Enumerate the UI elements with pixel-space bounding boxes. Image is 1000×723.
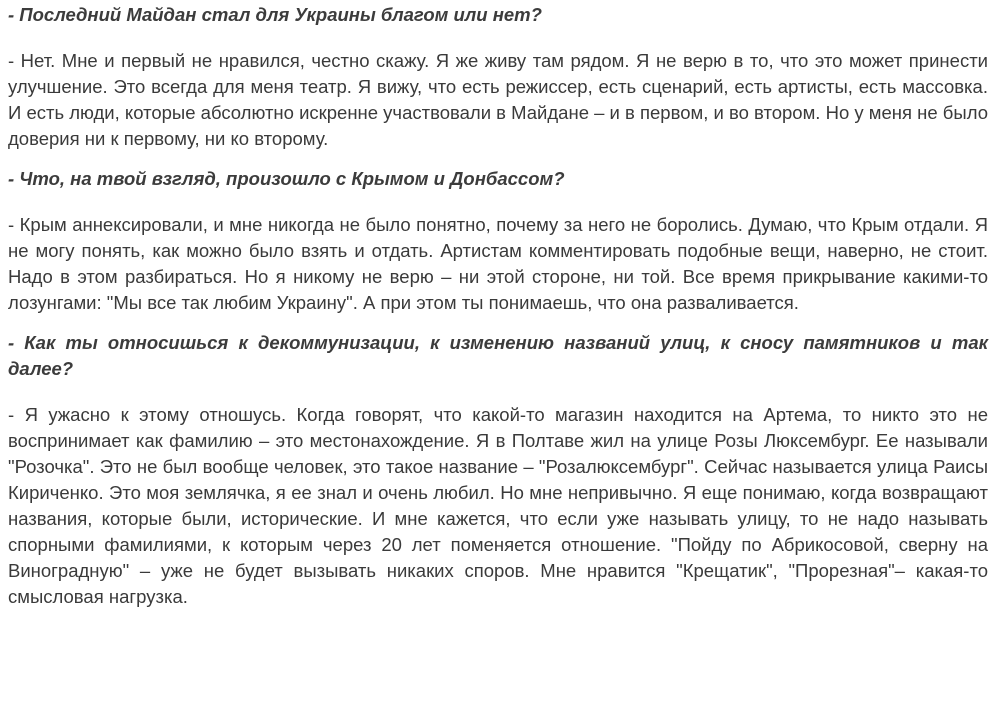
- interview-answer-maidan: - Нет. Мне и первый не нравился, честно скажу. Я же живу там рядом. Я не верю в то, что это может принести улучшение. Это всегда для меня театр. Я вижу, что есть режиссер, есть сценарий, есть артисты, есть массовка. И есть люди, которые абсолютно искренне участвовали в Майдане – и в первом, и во втором. Но у меня не было доверия ни к первому, ни ко второму.: [8, 50, 988, 149]
- interview-answer-crimea: - Крым аннексировали, и мне никогда не было понятно, почему за него не боролись. Думаю, что Крым отдали. Я не могу понять, как можно было взять и отдать. Артистам комментировать подобные вещи, наверно, не стоит. Надо в этом разбираться. Но я никому не верю – ни этой стороне, ни той. Все время прикрывание какими-то лозунгами: "Мы все так любим Украину". А при этом ты понимаешь, что она разваливается.: [8, 214, 988, 313]
- interview-answer-decommunization: - Я ужасно к этому отношусь. Когда говорят, что какой-то магазин находится на Артема, то никто это не воспринимает как фамилию – это местонахождение. Я в Полтаве жил на улице Розы Люксембург. Ее называли "Розочка". Это не был вообще человек, это такое название – "Розалюксембург". Сейчас называется улица Раисы Кириченко. Это моя землячка, я ее знал и очень любил. Но мне непривычно. Я еще понимаю, когда возвращают названия, которые были, исторические. И мне кажется, что если уже называть улицу, то не надо называть спорными фамилиями, к которым через 20 лет поменяется отношение. "Пойду по Абрикосовой, сверну на Виноградную" – уже не будет вызывать никаких споров. Мне нравится "Крещатик", "Прорезная"– какая-то смысловая нагрузка.: [8, 404, 988, 607]
- interview-question-crimea: - Что, на твой взгляд, произошло с Крымом и Донбассом?: [8, 168, 565, 189]
- interview-question-maidan: - Последний Майдан стал для Украины благом или нет?: [8, 4, 542, 25]
- article-body: [8, 0, 988, 610]
- interview-question-decommunization: - Как ты относишься к декоммунизации, к изменению названий улиц, к сносу памятников и так далее?: [8, 332, 988, 379]
